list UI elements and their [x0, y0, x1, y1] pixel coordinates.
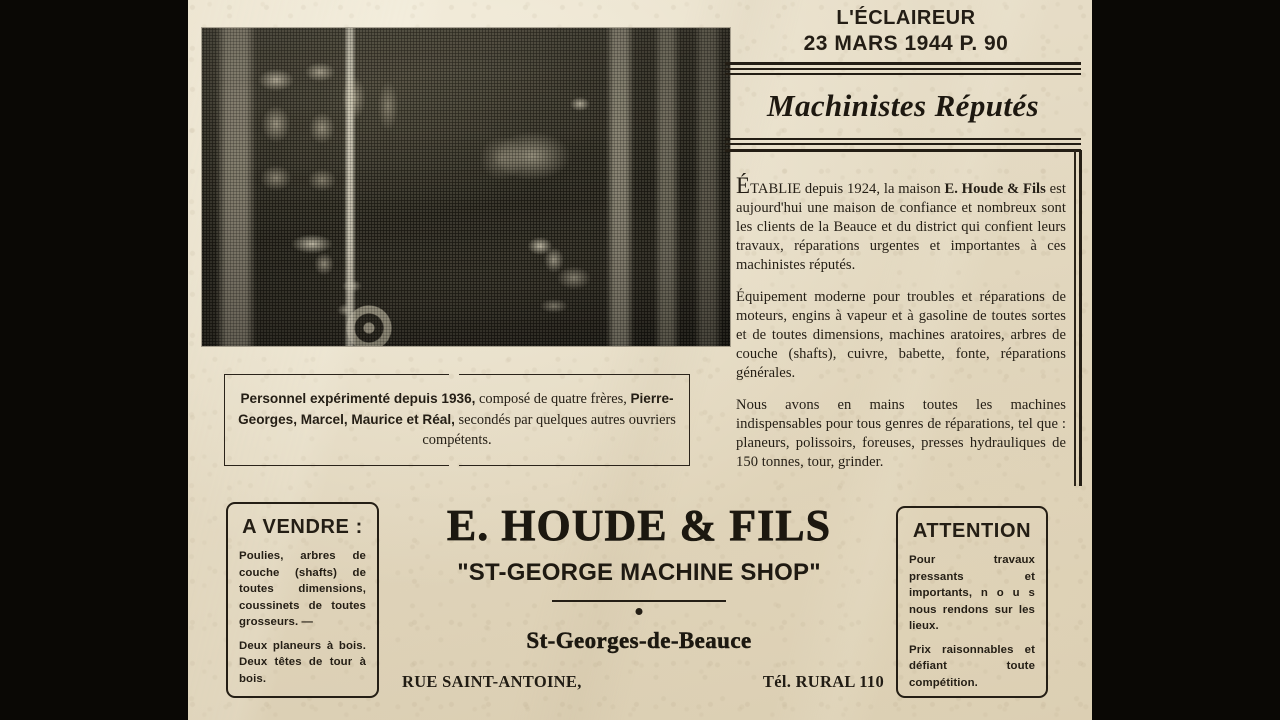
ornament-dot-icon	[636, 608, 643, 615]
business-subtitle: "ST-GEORGE MACHINE SHOP"	[457, 559, 821, 586]
advertiser-logo-block	[393, 501, 885, 654]
body-paragraph-1	[736, 173, 1066, 275]
body-text: est aujourd'hui une maison de confiance et nombreux sont les clients de la Beauce et du district qui confient leurs travaux, réparations urgentes et importantes à ces machinistes réputés.	[736, 181, 1066, 273]
for-sale-panel-title: A VENDRE :	[242, 516, 363, 538]
footer-contact-line	[402, 672, 884, 692]
newspaper-page	[188, 0, 1092, 720]
publication-title: L'ÉCLAIREUR	[836, 7, 976, 29]
body-paragraph-3: Nous avons en mains toutes les machines indispensables pour tous genres de réparations, tel que : planeurs, polissoirs, foreuses, presses hydrauliques de 150 tonnes, tour, grinder.	[736, 396, 1066, 470]
caption-text	[238, 389, 676, 450]
body-text: depuis 1924, la maison	[801, 181, 945, 197]
attention-text-1: Pour travaux pressants et importants, n o u s nous rendons sur les lieux.	[909, 554, 1035, 633]
workshop-photo-image	[202, 28, 730, 346]
business-name-inline: E. Houde & Fils	[944, 181, 1046, 197]
for-sale-item-list-2: Deux planeurs à bois. Deux têtes de tour à bois.	[239, 639, 366, 685]
attention-text-2: Prix raisonnables et défiant toute compétition.	[909, 643, 1035, 689]
rule-line	[725, 149, 1081, 152]
phone-number: Tél. RURAL 110	[762, 672, 884, 691]
rule-line	[725, 73, 1081, 75]
attention-panel-title: ATTENTION	[912, 520, 1032, 542]
caption-bold-1: Personnel expérimenté depuis 1936,	[240, 391, 476, 407]
column-rule-inner	[1074, 150, 1076, 486]
rule-stack-below-headline	[725, 138, 1081, 152]
publication-date-page: 23 MARS 1944 P. 90	[803, 32, 1009, 56]
caption-plain-2: secondés par quelques autres ouvriers compétents.	[422, 411, 676, 449]
ornament-divider	[552, 600, 726, 616]
caption-plain-1: composé de quatre frères,	[475, 391, 631, 408]
column-rule-outer	[1079, 150, 1082, 486]
drop-cap: É	[736, 173, 751, 198]
masthead	[732, 6, 1080, 57]
business-name: E. HOUDE & FILS	[446, 501, 832, 550]
business-city: St-Georges-de-Beauce	[526, 628, 752, 653]
street-address: RUE SAINT-ANTOINE,	[402, 672, 582, 691]
attention-panel	[896, 506, 1048, 698]
rule-stack-above-headline	[725, 62, 1081, 75]
section-headline: Machinistes Réputés	[767, 88, 1039, 123]
workshop-photo	[202, 28, 730, 346]
ornament-rule	[552, 600, 726, 602]
photo-caption	[224, 380, 690, 460]
body-smallcaps: TABLIE	[750, 181, 802, 197]
body-paragraph-2: Équipement moderne pour troubles et réparations de moteurs, engins à vapeur et à gasoline de toutes sortes et de toutes dimensions, machines aratoires, arbres de couche (shafts), cuivre, babette, fonte, réparations générales.	[736, 288, 1066, 381]
for-sale-panel	[226, 502, 379, 698]
body-text-column	[736, 173, 1066, 472]
for-sale-item-list-1: Poulies, arbres de couche (shafts) de toutes dimensions, coussinets de toutes grosseurs. —	[239, 550, 366, 629]
caption-bold-2: Pierre-Georges, Marcel, Maurice et Réal,	[238, 391, 674, 427]
